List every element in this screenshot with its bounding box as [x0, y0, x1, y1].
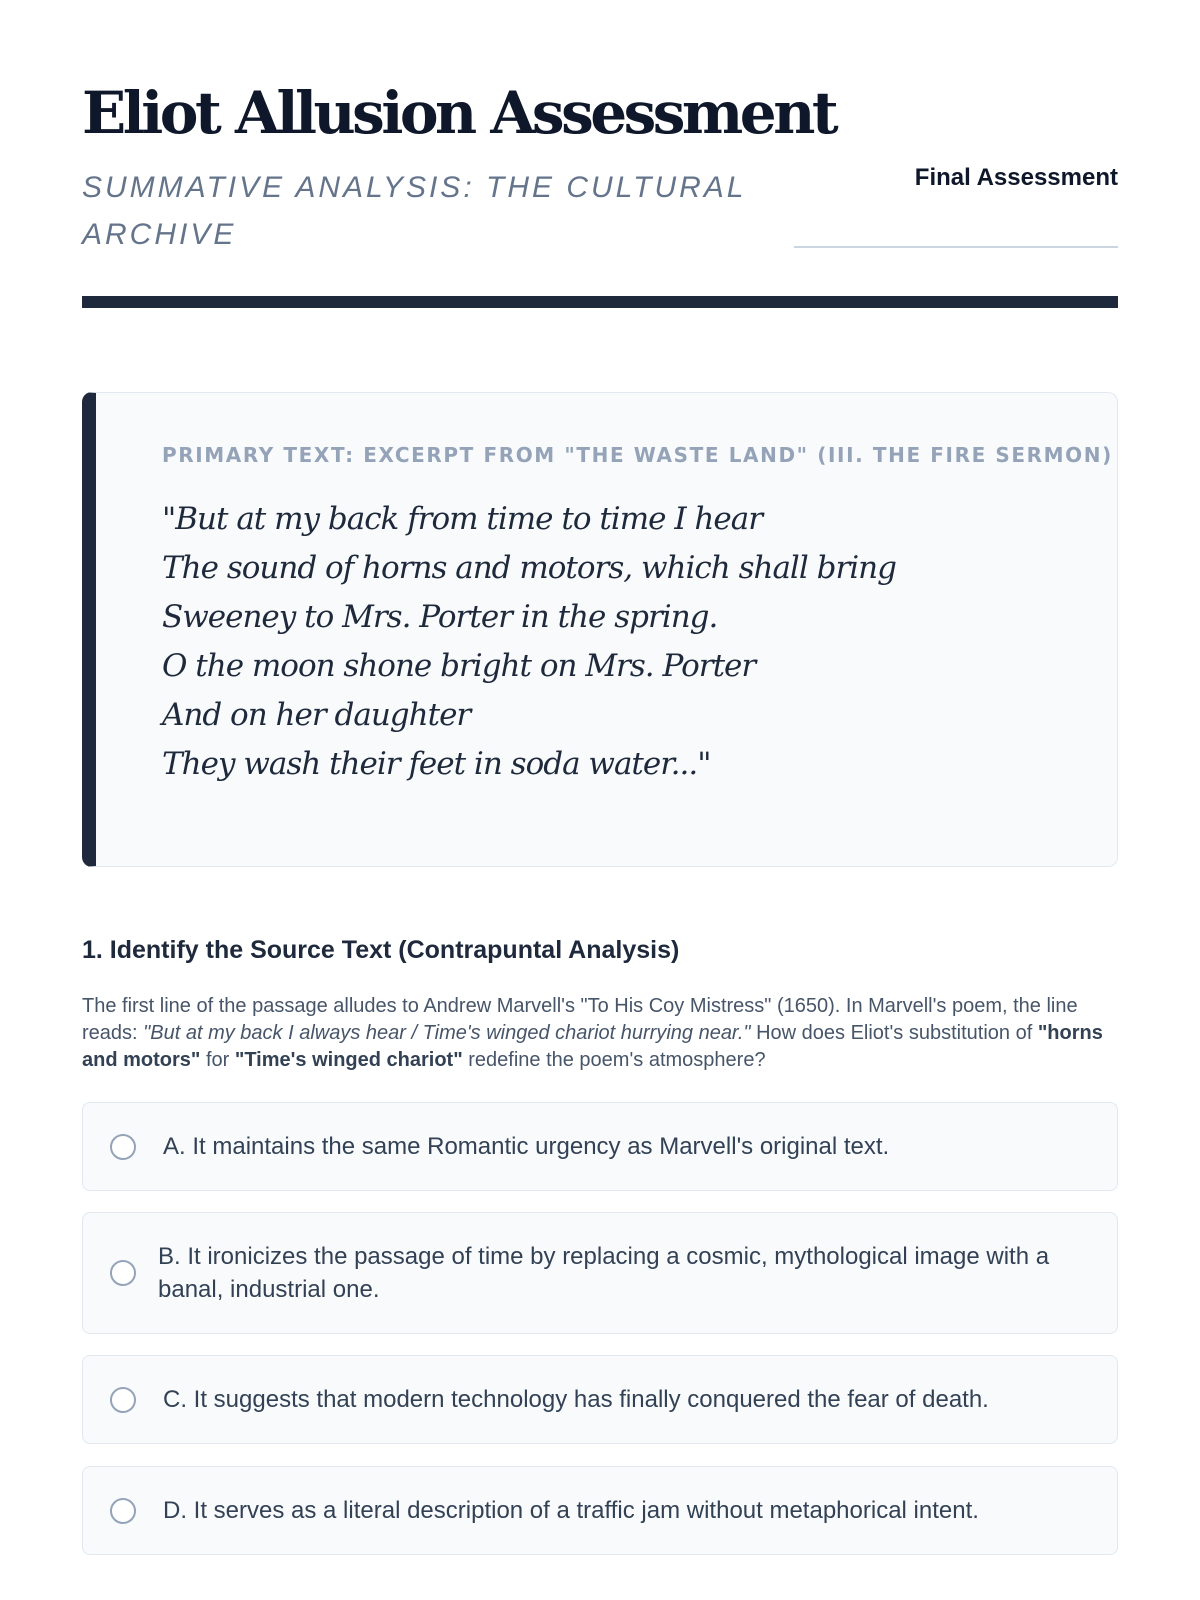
option-label: A. It maintains the same Romantic urgency as Marvell's original text. — [163, 1133, 890, 1160]
page-subtitle: SUMMATIVE ANALYSIS: THE CULTURAL ARCHIVE — [82, 171, 746, 251]
primary-text-passage — [82, 392, 1118, 867]
radio-button-icon[interactable] — [110, 1387, 136, 1413]
option-label: D. It serves as a literal description of a traffic jam without metaphorical intent. — [163, 1497, 979, 1524]
prompt-intro: The first line of the passage alludes to Andrew Marvell's "To His Coy Mistress" (1650). In Marvell's poem, the line reads: — [82, 995, 1078, 1044]
answer-option-c[interactable] — [82, 1355, 1118, 1444]
passage-line: And on her daughter — [162, 697, 471, 733]
assessment-type-label: Final Assessment — [794, 160, 1118, 248]
prompt-marvell-quote: "But at my back I always hear / Time's winged chariot hurrying near." — [143, 1022, 751, 1044]
radio-button-icon[interactable] — [110, 1260, 136, 1286]
radio-button-icon[interactable] — [110, 1134, 136, 1160]
radio-button-icon[interactable] — [110, 1498, 136, 1524]
prompt-mid: How does Eliot's substitution of — [750, 1022, 1038, 1044]
passage-line: "But at my back from time to time I hear — [162, 501, 763, 537]
answer-option-d[interactable] — [82, 1466, 1118, 1555]
question-prompt — [82, 993, 1118, 1074]
option-label: C. It suggests that modern technology has finally conquered the fear of death. — [163, 1386, 989, 1413]
option-label: B. It ironicizes the passage of time by replacing a cosmic, mythological image with a banal, industrial one. — [158, 1243, 1050, 1303]
answer-option-b[interactable] — [82, 1212, 1118, 1334]
passage-line: Sweeney to Mrs. Porter in the spring. — [162, 599, 718, 635]
prompt-term-chariot: "Time's winged chariot" — [234, 1049, 463, 1071]
prompt-term-horns: "horns and motors" — [82, 1022, 1103, 1071]
prompt-for: for — [200, 1049, 235, 1071]
passage-line: The sound of horns and motors, which shall bring — [162, 550, 896, 586]
passage-line: They wash their feet in soda water..." — [162, 746, 711, 782]
answer-option-a[interactable] — [82, 1102, 1118, 1191]
page-header — [82, 0, 1118, 310]
passage-lines — [162, 495, 1117, 789]
question-title: 1. Identify the Source Text (Contrapuntal Analysis) — [82, 936, 680, 964]
passage-line: O the moon shone bright on Mrs. Porter — [162, 648, 756, 684]
prompt-end: redefine the poem's atmosphere? — [462, 1049, 766, 1071]
header-divider — [82, 296, 1118, 308]
page-title: Eliot Allusion Assessment — [82, 79, 836, 147]
passage-label: PRIMARY TEXT: EXCERPT FROM "THE WASTE LAND" (III. THE FIRE SERMON) — [162, 443, 1113, 467]
